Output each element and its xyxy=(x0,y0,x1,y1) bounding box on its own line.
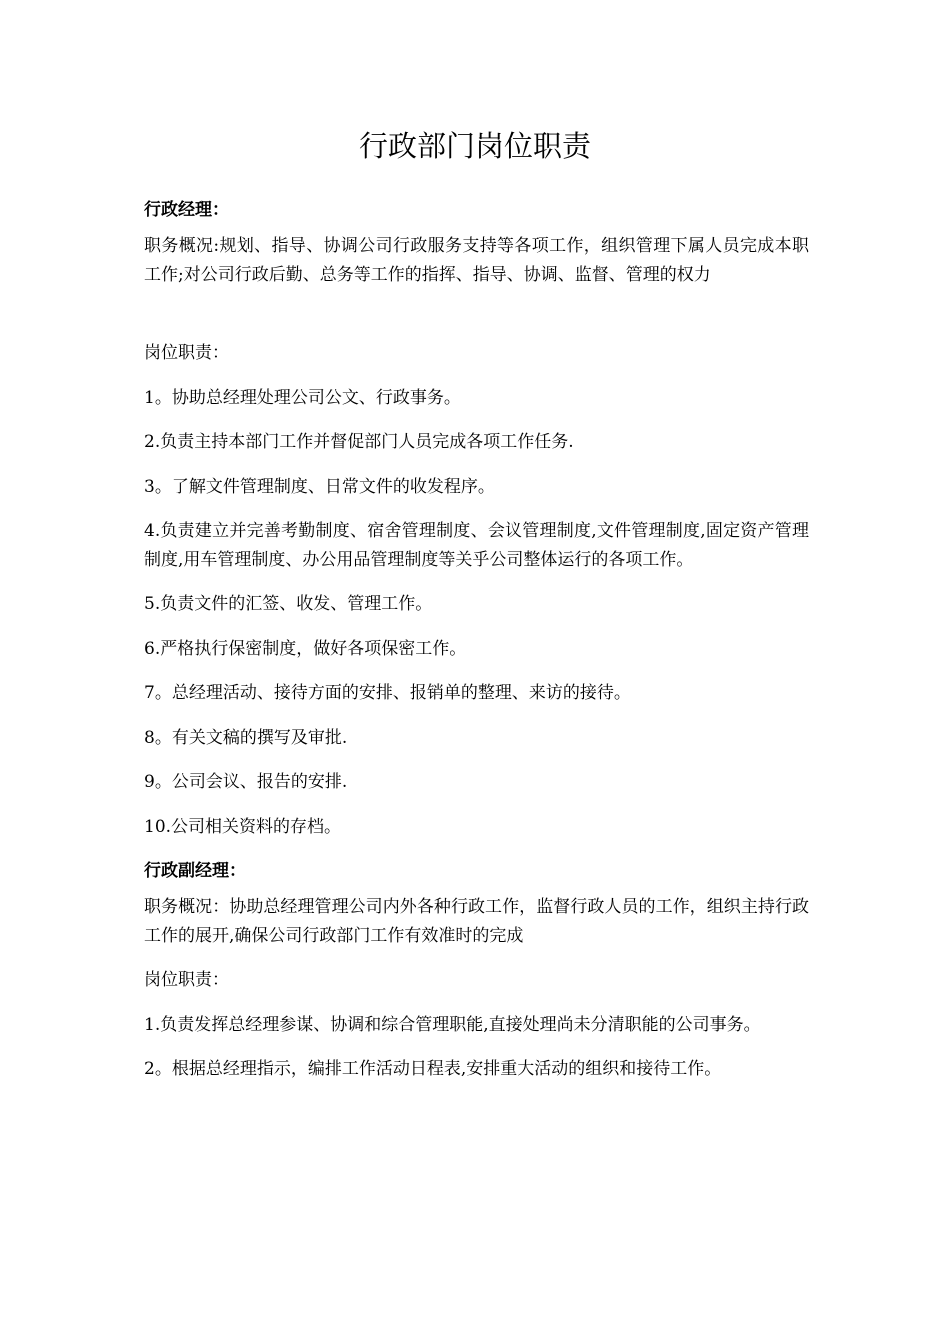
section-heading: 行政经理： xyxy=(144,200,229,220)
job-summary: 职务概况:规划、指导、协调公司行政服务支持等各项工作，组织管理下属人员完成本职工作;对公司行政后勤、总务等工作的指挥、指导、协调、监督、管理的权力 xyxy=(144,236,809,285)
duty-item: 1.负责发挥总经理参谋、协调和综合管理职能,直接处理尚未分清职能的公司事务。 xyxy=(144,1014,761,1035)
job-summary: 职务概况：协助总经理管理公司内外各种行政工作，监督行政人员的工作，组织主持行政工作的展开,确保公司行政部门工作有效准时的完成 xyxy=(144,897,809,946)
duty-item: 10.公司相关资料的存档。 xyxy=(144,816,342,837)
duty-item: 1。协助总经理处理公司公文、行政事务。 xyxy=(144,387,461,408)
duties-label: 岗位职责： xyxy=(144,343,229,363)
duty-item: 2。根据总经理指示，编排工作活动日程表,安排重大活动的组织和接待工作。 xyxy=(144,1059,722,1079)
duties-label: 岗位职责： xyxy=(144,970,229,990)
duty-item: 2.负责主持本部门工作并督促部门人员完成各项工作任务. xyxy=(144,432,574,452)
document-title: 行政部门岗位职责 xyxy=(358,129,591,163)
duty-item: 9。公司会议、报告的安排. xyxy=(144,772,348,792)
duty-item: 3。了解文件管理制度、日常文件的收发程序。 xyxy=(144,476,495,497)
duty-item: 7。总经理活动、接待方面的安排、报销单的整理、来访的接待。 xyxy=(144,683,631,703)
document-body xyxy=(144,196,809,1084)
section-heading: 行政副经理： xyxy=(144,861,246,881)
duty-item: 4.负责建立并完善考勤制度、宿舍管理制度、会议管理制度,文件管理制度,固定资产管理制度,用车管理制度、办公用品管理制度等关乎公司整体运行的各项工作。 xyxy=(144,521,809,570)
duty-item: 5.负责文件的汇签、收发、管理工作。 xyxy=(144,594,433,614)
duty-item: 8。有关文稿的撰写及审批. xyxy=(144,727,348,748)
duty-item: 6.严格执行保密制度，做好各项保密工作。 xyxy=(144,638,467,659)
